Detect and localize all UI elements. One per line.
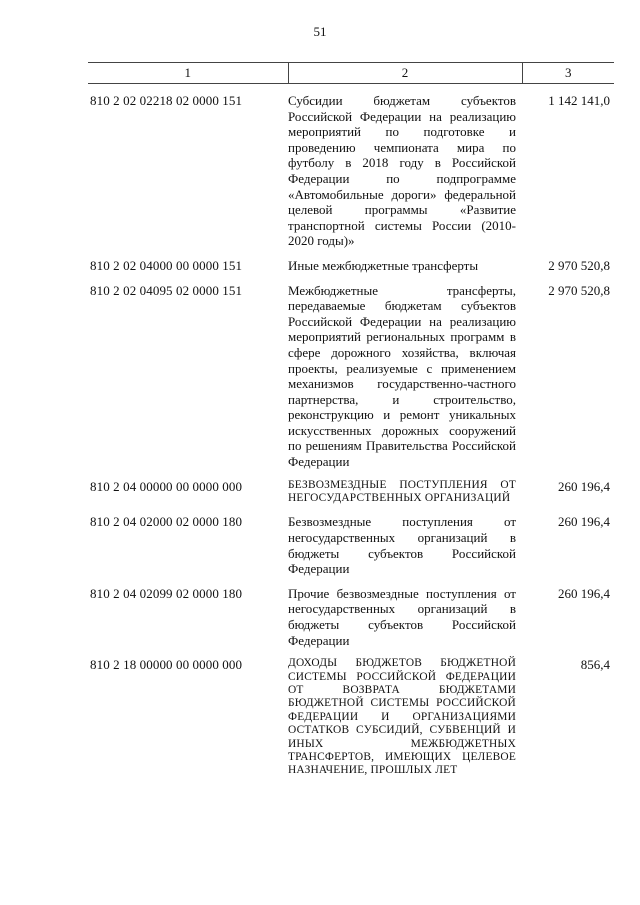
budget-code: 810 2 02 04095 02 0000 151 [90, 282, 243, 298]
budget-code: 810 2 18 00000 00 0000 000 [90, 657, 243, 673]
row-description: Субсидии бюджетам субъектов Российской Федерации на реализацию мероприятий по подготовке и проведению чемпионата мира по футболу в 2018 году в Российской Федерации по подпрограмме «Автомобильные дороги» федеральной целевой программы «Развитие транспортной системы России (2010-2020 годы)» [288, 93, 516, 249]
table-row [88, 93, 614, 249]
budget-code: 810 2 02 02218 02 0000 151 [90, 93, 243, 108]
row-amount: 260 196,4 [558, 585, 610, 601]
budget-code: 810 2 02 04000 00 0000 151 [90, 257, 243, 273]
budget-code: 810 2 04 02000 02 0000 180 [90, 514, 243, 530]
page-number: 51 [313, 24, 327, 39]
table-row [88, 479, 614, 506]
row-amount: 2 970 520,8 [548, 282, 610, 298]
table-row [88, 283, 614, 470]
table-row [88, 258, 614, 274]
row-description: Межбюджетные трансферты, передаваемые бюджетам субъектов Российской Федерации на реализацию мероприятий региональных программ в сфере дорожного хозяйства, включая проекты, реализуемые с применением механизмов государственно-частного партнерства, и строительство, реконструкцию и ремонт уникальных искусственных дорожных сооружений по решениям Правительства Российской Федерации [288, 282, 516, 470]
table-row [88, 514, 614, 576]
row-description: Прочие безвозмездные поступления от негосударственных организаций в бюджеты субъектов Российской Федерации [288, 585, 516, 648]
row-amount: 260 196,4 [558, 514, 610, 530]
row-description: Безвозмездные поступления от негосударственных организаций в бюджеты субъектов Российской Федерации [288, 514, 516, 577]
column-header-amount: 3 [522, 63, 614, 84]
row-amount: 1 142 141,0 [548, 93, 610, 108]
row-description: ДОХОДЫ БЮДЖЕТОВ БЮДЖЕТНОЙ СИСТЕМЫ РОССИЙСКОЙ ФЕДЕРАЦИИ ОТ ВОЗВРАТА БЮДЖЕТАМИ БЮДЖЕТНОЙ СИСТЕМЫ РОССИЙСКОЙ ФЕДЕРАЦИИ И ОРГАНИЗАЦИЯМИ ОСТАТКОВ СУБСИДИЙ, СУБВЕНЦИЙ И ИНЫХ МЕЖБЮДЖЕТНЫХ ТРАНСФЕРТОВ, ИМЕЮЩИХ ЦЕЛЕВОЕ НАЗНАЧЕНИЕ, ПРОШЛЫХ ЛЕТ [288, 657, 516, 777]
row-amount: 2 970 520,8 [548, 257, 610, 273]
column-header-code: 1 [88, 63, 288, 84]
budget-code: 810 2 04 00000 00 0000 000 [90, 478, 243, 494]
column-header-description: 2 [288, 63, 522, 84]
budget-table [88, 62, 614, 778]
row-description: БЕЗВОЗМЕЗДНЫЕ ПОСТУПЛЕНИЯ ОТ НЕГОСУДАРСТВЕННЫХ ОРГАНИЗАЦИЙ [288, 478, 516, 505]
row-description: Иные межбюджетные трансферты [288, 257, 479, 273]
table-row [88, 657, 614, 778]
table-header [88, 63, 614, 84]
budget-code: 810 2 04 02099 02 0000 180 [90, 585, 243, 601]
row-amount: 856,4 [580, 657, 610, 673]
table-row [88, 586, 614, 648]
row-amount: 260 196,4 [558, 478, 610, 494]
